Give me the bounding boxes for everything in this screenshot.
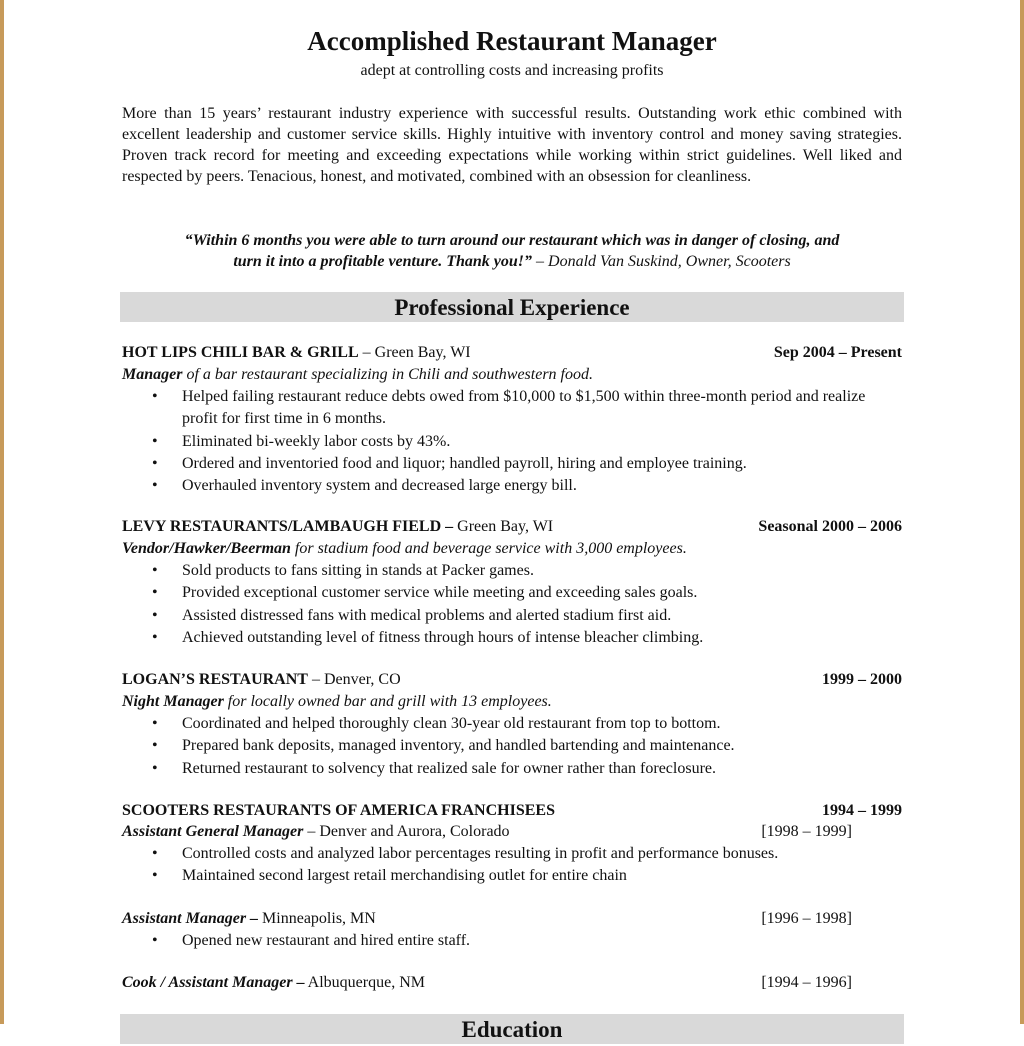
list-item: • Returned restaurant to solvency that realized sale for owner rather than foreclosure. bbox=[152, 759, 716, 777]
summary-paragraph: More than 15 years’ restaurant industry experience with successful results. Outstanding work ethic combined with excellent leadership and customer service skills. Highly intuitive with inventory control and money saving strategies. Proven track record for meeting and exceeding expectations while working within strict guidelines. Well liked and respected by peers. Tenacious, honest, and motivated, combined with an obsession for cleanliness. bbox=[122, 105, 902, 185]
testimonial-attribution: – Donald Van Suskind, Owner, Scooters bbox=[532, 253, 791, 270]
position-location: Minneapolis, MN bbox=[258, 910, 376, 927]
list-item: • Coordinated and helped thoroughly clean 30-year old restaurant from top to bottom. bbox=[152, 715, 721, 732]
job-company: SCOOTERS RESTAURANTS OF AMERICA FRANCHISEES bbox=[122, 802, 555, 819]
position-location: Albuquerque, NM bbox=[304, 974, 425, 991]
job-role: Night Manager bbox=[122, 693, 224, 710]
job-role-line bbox=[122, 364, 902, 386]
list-item: • Assisted distressed fans with medical problems and alerted stadium first aid. bbox=[152, 606, 672, 624]
job-role: Vendor/Hawker/Beerman bbox=[122, 540, 291, 557]
job-company: LEVY RESTAURANTS/LAMBAUGH FIELD – bbox=[122, 518, 454, 535]
job-description: for stadium food and beverage service with 3,000 employees. bbox=[290, 540, 687, 557]
position-line bbox=[122, 972, 902, 994]
list-item: • Achieved outstanding level of fitness through hours of intense bleacher climbing. bbox=[152, 628, 704, 646]
position-dates: [1996 – 1998] bbox=[761, 910, 852, 927]
list-item: • Overhauled inventory system and decreased large energy bill. bbox=[152, 477, 577, 495]
job-location: – Denver, CO bbox=[307, 671, 401, 688]
resume-title: Accomplished Restaurant Manager bbox=[307, 26, 717, 56]
job-bullet-list bbox=[122, 843, 902, 888]
job-bullet-list bbox=[122, 560, 902, 649]
job-role: Manager bbox=[122, 366, 183, 383]
position-role: Cook / Assistant Manager – bbox=[122, 974, 305, 991]
position-location: – Denver and Aurora, Colorado bbox=[303, 823, 510, 840]
job-description: of a bar restaurant specializing in Chili and southwestern food. bbox=[182, 366, 593, 383]
job-company: LOGAN’S RESTAURANT bbox=[122, 671, 308, 688]
frame-right-border bbox=[1020, 0, 1024, 1024]
list-item: • Provided exceptional customer service while meeting and exceeding sales goals. bbox=[152, 584, 698, 602]
job-dates: 1999 – 2000 bbox=[822, 671, 902, 688]
resume-subtitle: adept at controlling costs and increasing profits bbox=[360, 62, 664, 79]
job-bullet-list bbox=[122, 930, 902, 952]
position-dates: [1998 – 1999] bbox=[761, 823, 852, 840]
position-role: Assistant General Manager bbox=[122, 823, 304, 840]
frame-left-border bbox=[0, 0, 4, 1024]
testimonial bbox=[122, 230, 902, 272]
job-header bbox=[122, 342, 902, 364]
job-header bbox=[122, 669, 902, 691]
job-bullet-list bbox=[122, 386, 902, 497]
position-dates: [1994 – 1996] bbox=[761, 974, 852, 991]
job-company: HOT LIPS CHILI BAR & GRILL bbox=[122, 344, 359, 361]
testimonial-quote-line1: “Within 6 months you were able to turn around our restaurant which was in danger of closing, and bbox=[184, 232, 840, 249]
list-item: • Eliminated bi-weekly labor costs by 43%. bbox=[152, 432, 451, 450]
list-item: • Maintained second largest retail merchandising outlet for entire chain bbox=[152, 867, 627, 885]
job-header bbox=[122, 516, 902, 538]
job-location: – Green Bay, WI bbox=[358, 344, 471, 361]
job-dates: Seasonal 2000 – 2006 bbox=[758, 518, 902, 535]
job-location: Green Bay, WI bbox=[453, 518, 554, 535]
testimonial-quote-line2: turn it into a profitable venture. Thank you!” bbox=[233, 253, 533, 270]
job-description: for locally owned bar and grill with 13 employees. bbox=[223, 693, 552, 710]
job-dates: 1994 – 1999 bbox=[822, 802, 902, 819]
job-role-line bbox=[122, 691, 902, 713]
list-item: • Prepared bank deposits, managed inventory, and handled bartending and maintenance. bbox=[152, 737, 735, 755]
job-bullet-list bbox=[122, 713, 902, 780]
position-line bbox=[122, 908, 902, 930]
list-item: • Ordered and inventoried food and liquor; handled payroll, hiring and employee training. bbox=[152, 454, 747, 472]
position-line bbox=[122, 821, 902, 843]
section-heading-experience: Professional Experience bbox=[120, 292, 904, 322]
job-dates: Sep 2004 – Present bbox=[773, 344, 902, 361]
list-item: • Controlled costs and analyzed labor percentages resulting in profit and performance bonuses. bbox=[152, 845, 779, 862]
job-header bbox=[122, 800, 902, 822]
position-role: Assistant Manager – bbox=[122, 910, 259, 927]
list-item: • Opened new restaurant and hired entire staff. bbox=[152, 932, 471, 949]
list-item: • Sold products to fans sitting in stands at Packer games. bbox=[152, 562, 534, 579]
list-item: • Helped failing restaurant reduce debts owed from $10,000 to $1,500 within three-month period and realize profit for first time in 6 months. bbox=[152, 388, 866, 428]
job-role-line bbox=[122, 538, 902, 560]
section-heading-education: Education bbox=[120, 1014, 904, 1044]
